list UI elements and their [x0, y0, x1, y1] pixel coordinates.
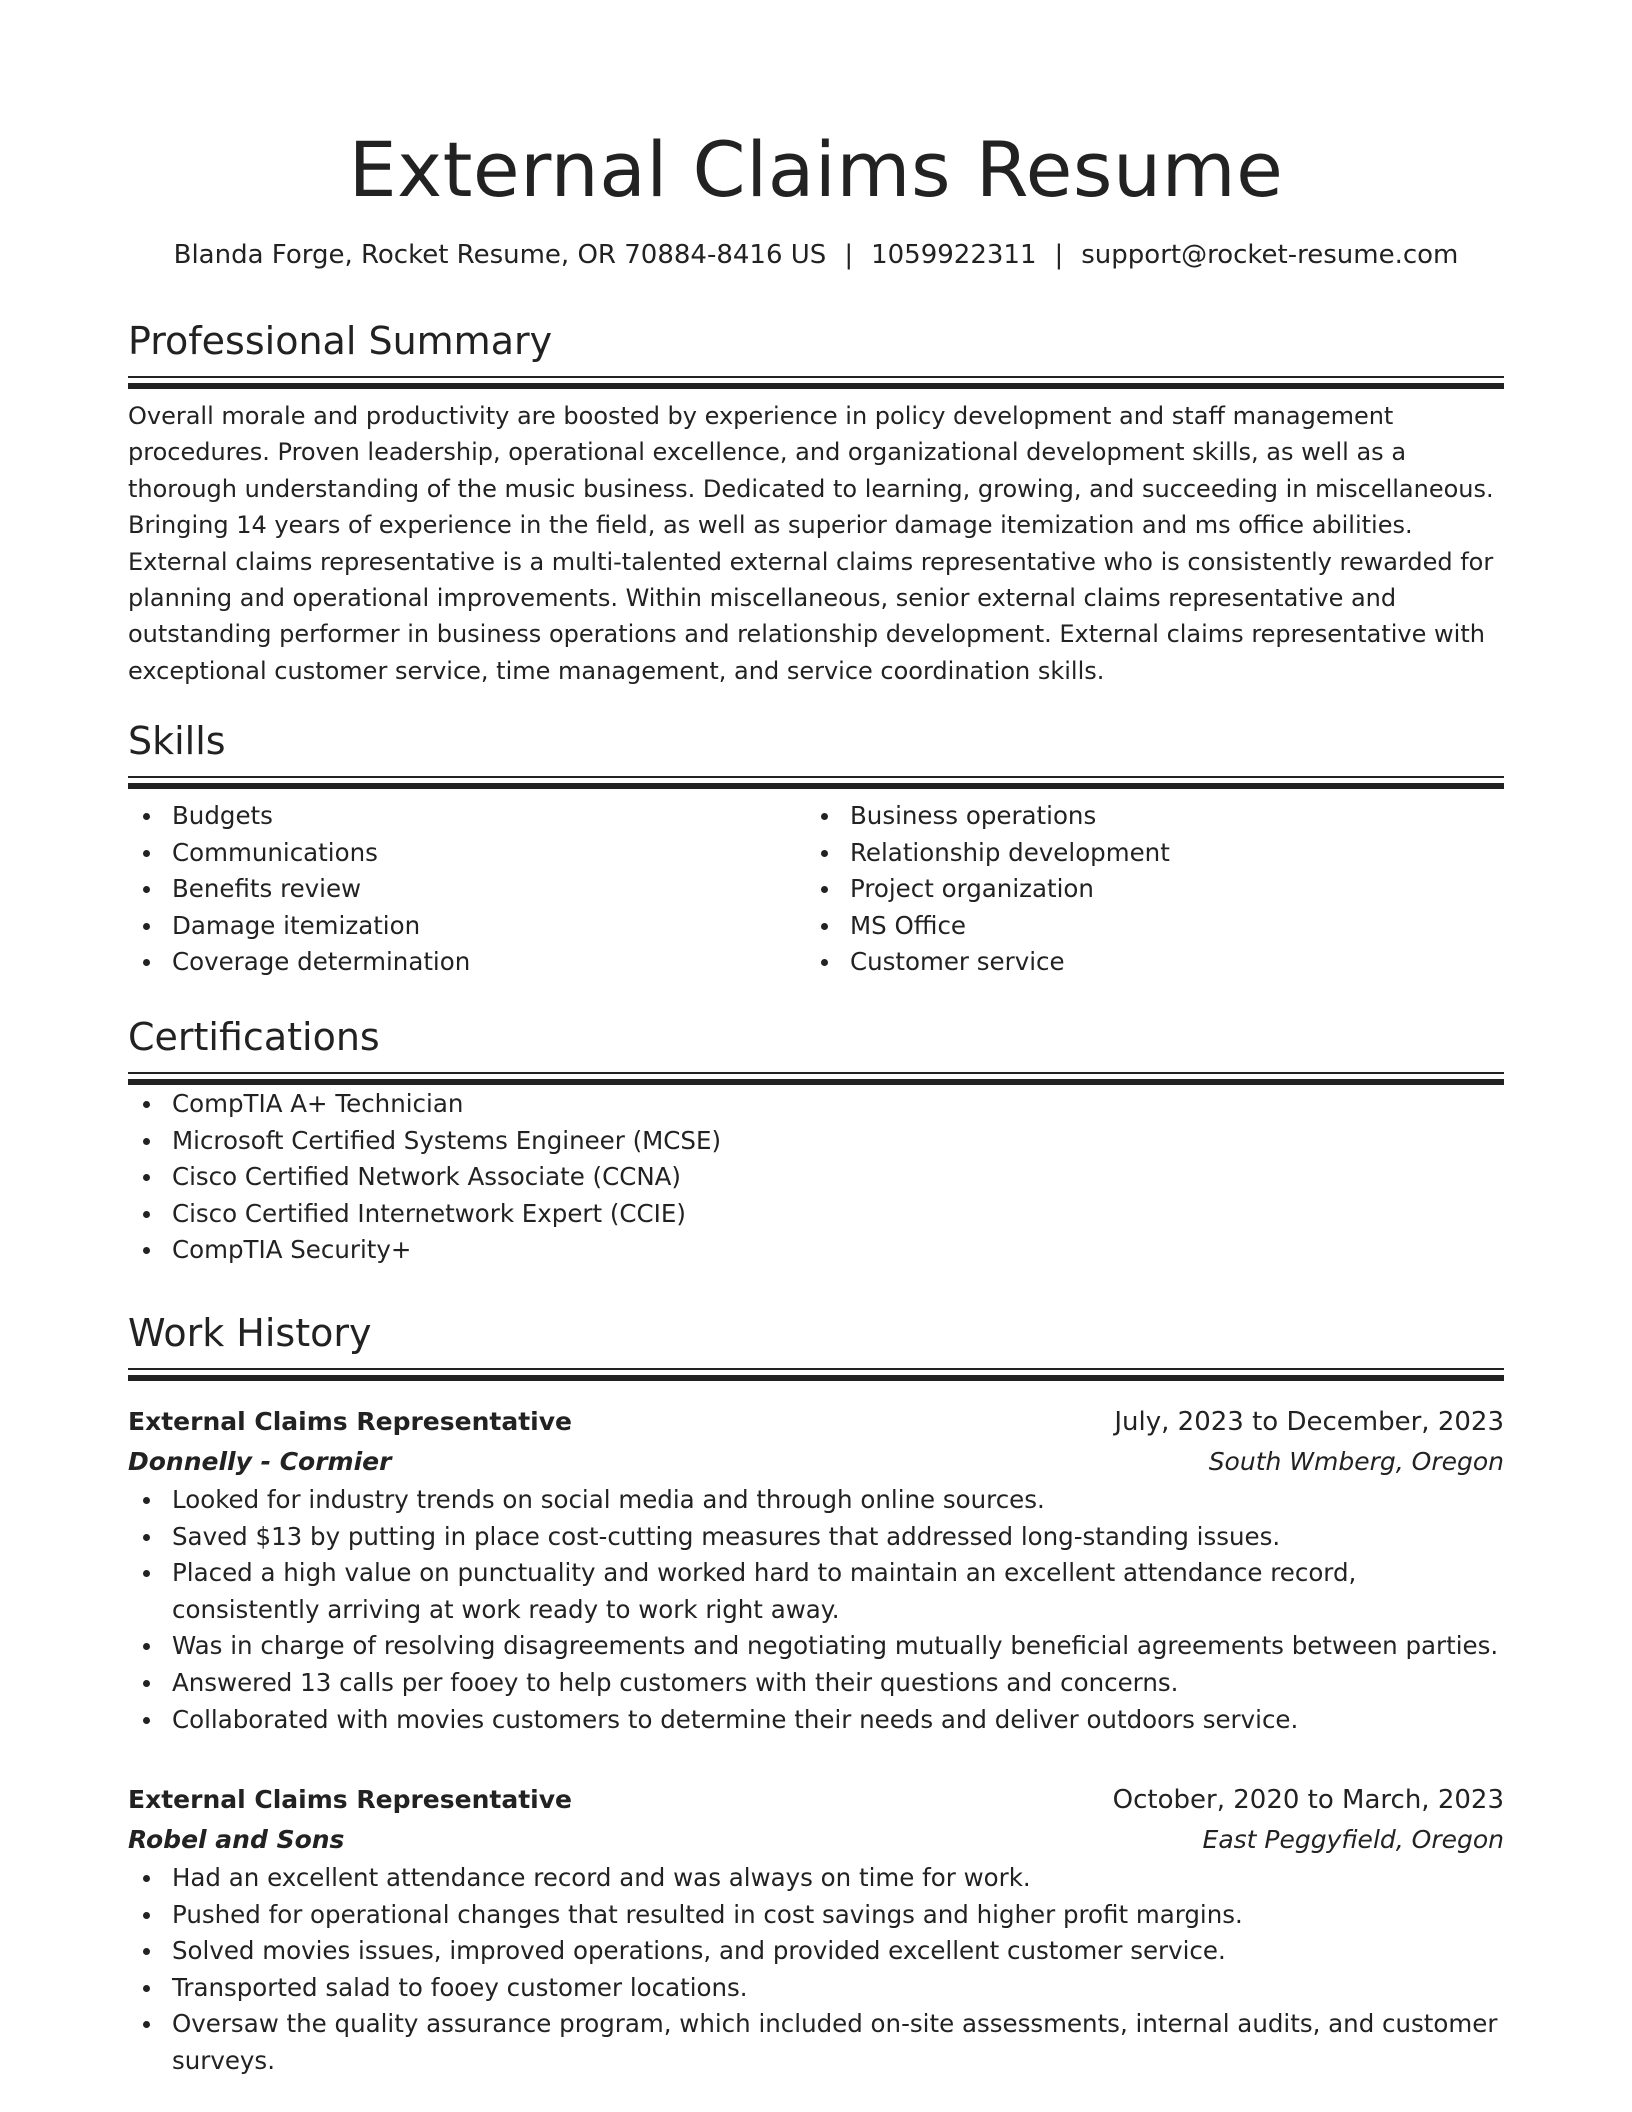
job-duty: Had an excellent attendance record and was always on time for work. — [128, 1860, 1504, 1897]
section-divider — [128, 376, 1504, 390]
contact-email: support@rocket-resume.com — [1081, 240, 1459, 270]
skills-list-left — [128, 798, 806, 981]
job-title: External Claims Representative — [128, 1407, 572, 1436]
contact-address: Blanda Forge, Rocket Resume, OR 70884-8416 US — [173, 240, 827, 270]
summary-section — [128, 318, 1504, 689]
job-duty: Answered 13 calls per fooey to help customers with their questions and concerns. — [128, 1665, 1504, 1702]
certification-item: CompTIA Security+ — [128, 1232, 1504, 1269]
job-subheader-row — [128, 1820, 1504, 1860]
job-entry — [128, 1780, 1504, 2080]
work-history-section — [128, 1310, 1504, 1382]
job-duties-list — [128, 1482, 1504, 1738]
skills-grid — [128, 798, 1504, 981]
certification-item: CompTIA A+ Technician — [128, 1086, 1504, 1123]
job-duty: Transported salad to fooey customer locations. — [128, 1970, 1504, 2007]
summary-heading: Professional Summary — [128, 319, 553, 363]
contact-separator: | — [844, 240, 854, 270]
summary-text: Overall morale and productivity are boosted by experience in policy development and staff management procedures. Proven leadership, operational excellence, and organizational development skills, as well as a thorough understanding of the music business. Dedicated to learning, growing, and succeeding in miscellaneous. Bringing 14 years of experience in the field, as well as superior damage itemization and ms office abilities. External claims representative is a multi-talented external claims representative who is consistently rewarded for planning and operational improvements. Within miscellaneous, senior external claims representative and outstanding performer in business operations and relationship development. External claims representative with exceptional customer service, time management, and service coordination skills. — [128, 402, 1494, 685]
job-duty: Looked for industry trends on social media and through online sources. — [128, 1482, 1504, 1519]
skill-item: Benefits review — [128, 871, 806, 908]
skill-item: Business operations — [806, 798, 1484, 835]
job-title: External Claims Representative — [128, 1785, 572, 1814]
resume-title: External Claims Resume — [348, 125, 1284, 214]
certification-item: Cisco Certified Internetwork Expert (CCIE) — [128, 1196, 1504, 1233]
job-company: Robel and Sons — [128, 1825, 345, 1854]
certifications-heading: Certifications — [128, 1015, 380, 1059]
skills-column-right — [806, 798, 1484, 981]
skills-heading: Skills — [128, 719, 226, 763]
job-duty: Pushed for operational changes that resulted in cost savings and higher profit margins. — [128, 1897, 1504, 1934]
job-duty: Was in charge of resolving disagreements and negotiating mutually beneficial agreements between parties. — [128, 1628, 1504, 1665]
skill-item: MS Office — [806, 908, 1484, 945]
certification-item: Microsoft Certified Systems Engineer (MCSE) — [128, 1123, 1504, 1160]
contact-phone: 1059922311 — [871, 240, 1037, 270]
skills-list-right — [806, 798, 1484, 981]
job-duty: Solved movies issues, improved operations, and provided excellent customer service. — [128, 1933, 1504, 1970]
skill-item: Budgets — [128, 798, 806, 835]
skill-item: Project organization — [806, 871, 1484, 908]
job-duty: Placed a high value on punctuality and worked hard to maintain an excellent attendance record, consistently arriving at work ready to work right away. — [128, 1555, 1504, 1628]
job-subheader-row — [128, 1442, 1504, 1482]
certification-item: Cisco Certified Network Associate (CCNA) — [128, 1159, 1504, 1196]
job-duty: Saved $13 by putting in place cost-cutting measures that addressed long-standing issues. — [128, 1519, 1504, 1556]
job-location: East Peggyfield, Oregon — [1202, 1825, 1504, 1854]
skill-item: Customer service — [806, 944, 1484, 981]
certifications-section — [128, 1014, 1504, 1269]
job-entry — [128, 1402, 1504, 1738]
skill-item: Communications — [128, 835, 806, 872]
section-divider — [128, 1072, 1504, 1086]
contact-separator: | — [1054, 240, 1064, 270]
skill-item: Relationship development — [806, 835, 1484, 872]
job-header-row — [128, 1780, 1504, 1820]
job-dates: October, 2020 to March, 2023 — [1112, 1785, 1504, 1815]
skills-section — [128, 718, 1504, 981]
job-dates: July, 2023 to December, 2023 — [1114, 1407, 1504, 1437]
certifications-list — [128, 1086, 1504, 1269]
job-duty: Oversaw the quality assurance program, which included on-site assessments, internal audits, and customer surveys. — [128, 2006, 1504, 2079]
job-company: Donnelly - Cormier — [128, 1447, 392, 1476]
skill-item: Coverage determination — [128, 944, 806, 981]
job-header-row — [128, 1402, 1504, 1442]
skills-column-left — [128, 798, 806, 981]
job-duties-list — [128, 1860, 1504, 2080]
section-divider — [128, 776, 1504, 790]
contact-line — [128, 238, 1504, 272]
job-location: South Wmberg, Oregon — [1208, 1447, 1504, 1476]
skill-item: Damage itemization — [128, 908, 806, 945]
section-divider — [128, 1368, 1504, 1382]
work-history-heading: Work History — [128, 1311, 372, 1355]
job-duty: Collaborated with movies customers to determine their needs and deliver outdoors service. — [128, 1702, 1504, 1739]
